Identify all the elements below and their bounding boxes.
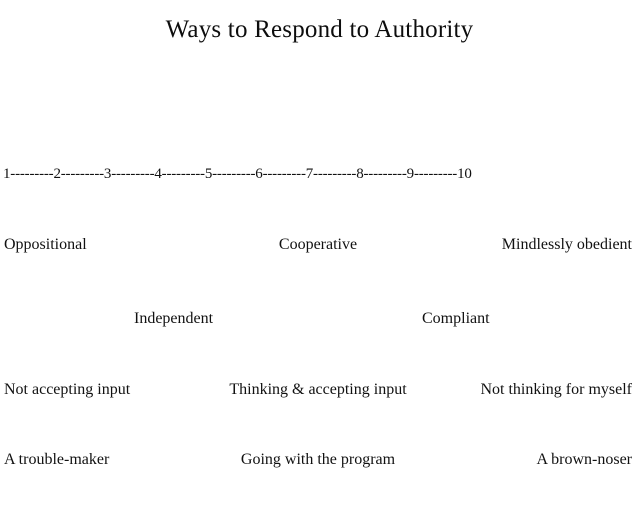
label-mindlessly-obedient: Mindlessly obedient [501, 236, 632, 253]
label-not-accepting-input: Not accepting input [4, 381, 131, 398]
page-title: Ways to Respond to Authority [165, 16, 474, 43]
label-oppositional: Oppositional [4, 236, 87, 253]
label-compliant: Compliant [422, 310, 490, 327]
label-cooperative: Cooperative [278, 236, 358, 253]
label-going-with-the-program: Going with the program [240, 451, 396, 468]
label-a-brown-noser: A brown-noser [536, 451, 632, 468]
label-a-trouble-maker: A trouble-maker [4, 451, 110, 468]
numeric-scale: 1---------2---------3---------4---------5---------6---------7---------8---------9---------10 [3, 166, 472, 182]
label-not-thinking-for-myself: Not thinking for myself [480, 381, 632, 398]
label-independent: Independent [134, 310, 214, 327]
label-thinking-accepting-input: Thinking & accepting input [229, 381, 407, 398]
